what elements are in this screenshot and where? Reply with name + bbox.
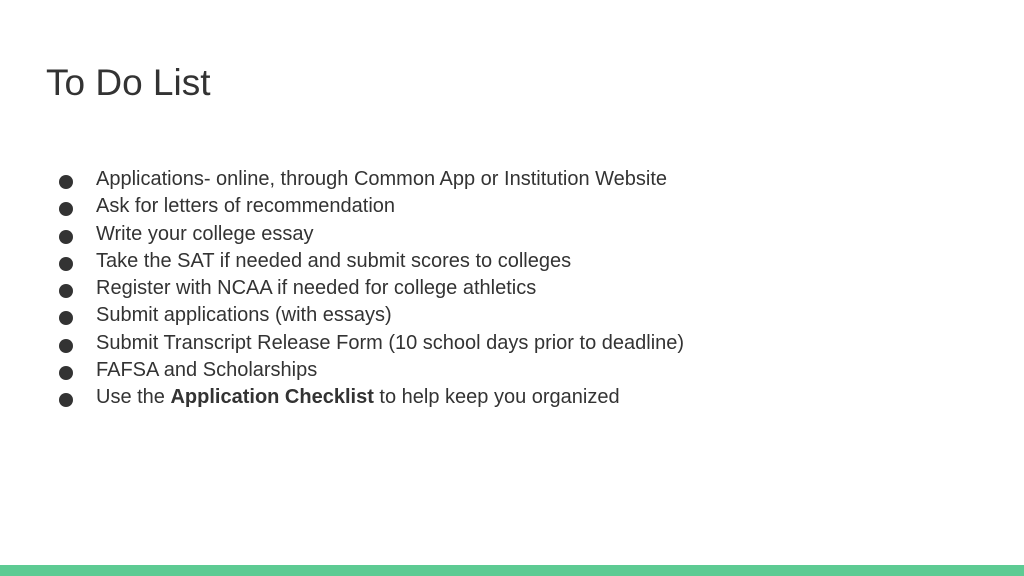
bullet-dot-icon — [59, 284, 73, 298]
bullet-dot-icon — [59, 393, 73, 407]
list-item-text — [96, 384, 620, 411]
list-item-text: Take the SAT if needed and submit scores to colleges — [96, 249, 572, 272]
list-item-text: Write your college essay — [96, 222, 314, 245]
bullet-dot-icon — [59, 366, 73, 380]
list-item-text: FAFSA and Scholarships — [96, 359, 318, 382]
application-checklist-emphasis: Application Checklist — [170, 386, 374, 409]
list-item-text-prefix: Use the — [96, 386, 171, 409]
list-item-text: Register with NCAA if needed for college athletics — [96, 277, 537, 300]
bullet-dot-icon — [59, 230, 73, 244]
bullet-dot-icon — [59, 257, 73, 271]
list-item-text: Applications- online, through Common App or Institution Website — [96, 168, 668, 190]
bullet-dot-icon — [59, 202, 73, 216]
bullet-dot-icon — [59, 311, 73, 325]
list-item-text: Submit Transcript Release Form (10 school days prior to deadline) — [96, 331, 685, 354]
list-item-text-suffix: to help keep you organized — [373, 386, 620, 409]
bullet-dot-icon — [59, 339, 73, 353]
list-item-text: Submit applications (with essays) — [96, 304, 392, 327]
slide-title: To Do List — [46, 62, 211, 103]
bullet-dot-icon — [59, 175, 73, 189]
list-item-text: Ask for letters of recommendation — [96, 195, 396, 218]
accent-bar — [0, 565, 1024, 576]
